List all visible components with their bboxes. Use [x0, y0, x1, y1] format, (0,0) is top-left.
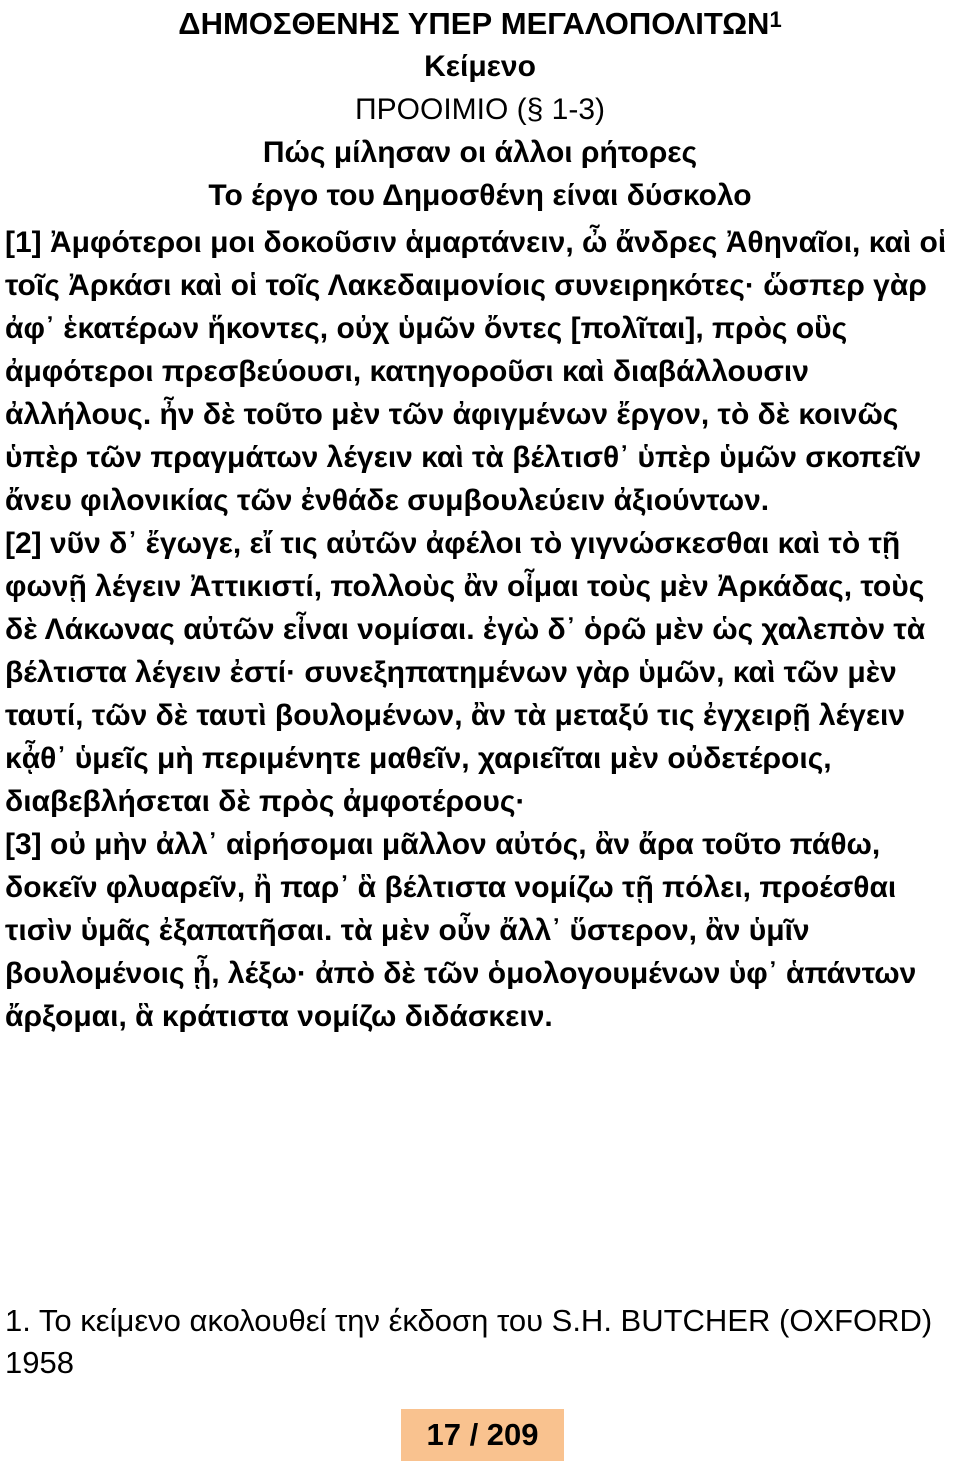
footnote-marker: 1	[769, 7, 782, 32]
paragraph-2: [2] νῦν δ᾽ ἔγωγε, εἴ τις αὐτῶν ἀφέλοι τὸ γιγνώσκεσθαι καὶ τὸ τῇ φωνῇ λέγειν Ἀττικιστί, πολλοὺς ἂν οἶμαι τοὺς μὲν Ἀρκάδας, τοὺς δὲ Λάκωνας αὐτῶν εἶναι νομίσαι. ἐγὼ δ᾽ ὁρῶ μὲν ὡς χαλεπὸν τὰ βέλτιστα λέγειν ἐστί· συνεξηπατημένων γὰρ ὑμῶν, καὶ τῶν μὲν ταυτί, τῶν δὲ ταυτὶ βουλομένων, ἂν τὰ μεταξύ τις ἐγχειρῇ λέγειν κᾆθ᾽ ὑμεῖς μὴ περιμένητε μαθεῖν, χαριεῖται μὲν οὐδετέροις, διαβεβλήσεται δὲ πρὸς ἀμφοτέρους·	[5, 527, 926, 818]
heading-other-orators: Πώς μίλησαν οι άλλοι ρήτορες	[262, 136, 698, 169]
paragraph-3: [3] οὐ μὴν ἀλλ᾽ αἱρήσομαι μᾶλλον αὐτός, ἂν ἄρα τοῦτο πάθω, δοκεῖν φλυαρεῖν, ἢ παρ᾽ ἃ βέλτιστα νομίζω τῇ πόλει, προέσθαι τισὶν ὑμᾶς ἐξαπατῆσαι. τὰ μὲν οὖν ἄλλ᾽ ὕστερον, ἂν ὑμῖν βουλομένοις ᾖ, λέξω· ἀπὸ δὲ τῶν ὁμολογουμένων ὑφ᾽ ἁπάντων ἄρξομαι, ἃ κράτιστα νομίζω διδάσκειν.	[5, 828, 917, 1033]
greek-text-body	[5, 221, 955, 1038]
footnote: 1. Το κείμενο ακολουθεί την έκδοση του S.H. BUTCHER (OXFORD) 1958	[5, 1303, 933, 1380]
title-text: ΔΗΜΟΣΘΕΝΗΣ ΥΠΕΡ ΜΕΓΑΛΟΠΟΛΙΤΩΝ	[178, 6, 770, 41]
heading-difficult-task: Το έργο του Δημοσθένη είναι δύσκολο	[208, 179, 752, 212]
paragraph-1: [1] Ἀμφότεροι μοι δοκοῦσιν ἁμαρτάνειν, ὦ ἄνδρες Ἀθηναῖοι, καὶ οἱ τοῖς Ἀρκάσι καὶ οἱ τοῖς Λακεδαιμονίοις συνειρηκότες· ὥσπερ γὰρ ἀφ᾽ ἑκατέρων ἥκοντες, οὐχ ὑμῶν ὄντες [πολῖται], πρὸς οὓς ἀμφότεροι πρεσβεύουσι, κατηγοροῦσι καὶ διαβάλλουσιν ἀλλήλους. ἦν δὲ τοῦτο μὲν τῶν ἀφιγμένων ἔργον, τὸ δὲ κοινῶς ὑπὲρ τῶν πραγμάτων λέγειν καὶ τὰ βέλτισθ᾽ ὑπὲρ ὑμῶν σκοπεῖν ἄνευ φιλονικίας τῶν ἐνθάδε συμβουλεύειν ἀξιούντων.	[5, 226, 947, 517]
section-heading: ΠΡΟΟΙΜΙΟ (§ 1-3)	[354, 93, 606, 126]
subtitle: Κείμενο	[424, 50, 536, 83]
page-title	[0, 0, 960, 45]
page-number-badge: 17 / 209	[401, 1409, 564, 1461]
document-header	[0, 0, 960, 217]
